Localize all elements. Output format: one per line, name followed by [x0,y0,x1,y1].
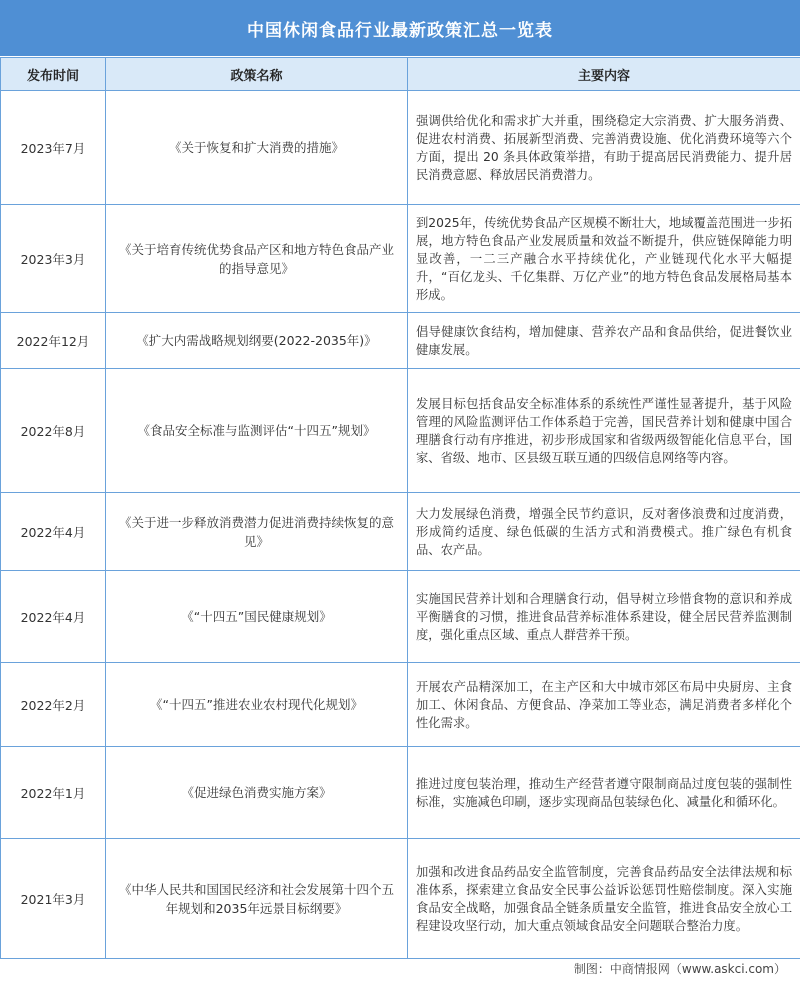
row-date: 2023年3月 [1,205,106,313]
row-date: 2022年4月 [1,493,106,571]
row-date: 2022年8月 [1,369,106,493]
policy-table [0,57,800,959]
table-row [1,205,800,313]
header-main-content: 主要内容 [408,58,800,91]
row-date: 2021年3月 [1,839,106,959]
table-row [1,663,800,747]
row-content: 大力发展绿色消费，增强全民节约意识，反对奢侈浪费和过度消费，形成简约适度、绿色低碳的生活方式和消费模式。推广绿色有机食品、农产品。 [408,493,800,571]
row-content: 倡导健康饮食结构，增加健康、营养农产品和食品供给，促进餐饮业健康发展。 [408,313,800,369]
source-footer: 制图：中商情报网（www.askci.com） [573,962,786,976]
table-row [1,839,800,959]
row-date: 2022年4月 [1,571,106,663]
row-date: 2022年12月 [1,313,106,369]
row-policy-name: 《“十四五”国民健康规划》 [106,571,408,663]
row-policy-name: 《扩大内需战略规划纲要(2022-2035年)》 [106,313,408,369]
table-row [1,571,800,663]
row-content: 加强和改进食品药品安全监管制度，完善食品药品安全法律法规和标准体系，探索建立食品安全民事公益诉讼惩罚性赔偿制度。深入实施食品安全战略，加强食品全链条质量安全监管，推进食品安全放心工程建设攻坚行动，加大重点领域食品安全问题联合整治力度。 [408,839,800,959]
table-row [1,747,800,839]
row-policy-name: 《关于培育传统优势食品产区和地方特色食品产业的指导意见》 [106,205,408,313]
table-row [1,369,800,493]
row-content: 实施国民营养计划和合理膳食行动，倡导树立珍惜食物的意识和养成平衡膳食的习惯，推进食品营养标准体系建设，健全居民营养监测制度，强化重点区域、重点人群营养干预。 [408,571,800,663]
table-header-row [1,58,800,91]
header-policy-name: 政策名称 [106,58,408,91]
row-content: 到2025年，传统优势食品产区规模不断壮大，地域覆盖范围进一步拓展，地方特色食品产业发展质量和效益不断提升，供应链保障能力明显改善，一二三产融合水平持续优化，产业链现代化水平大幅提升，“百亿龙头、千亿集群、万亿产业”的地方特色食品发展格局基本形成。 [408,205,800,313]
row-date: 2022年2月 [1,663,106,747]
row-date: 2022年1月 [1,747,106,839]
row-policy-name: 《“十四五”推进农业农村现代化规划》 [106,663,408,747]
row-content: 发展目标包括食品安全标准体系的系统性严谨性显著提升，基于风险管理的风险监测评估工作体系趋于完善，国民营养计划和健康中国合理膳食行动有序推进，初步形成国家和省级两级智能化信息平台，国家、省级、地市、区县级互联互通的四级信息网络等内容。 [408,369,800,493]
table-row [1,493,800,571]
row-policy-name: 《中华人民共和国国民经济和社会发展第十四个五年规划和2035年远景目标纲要》 [106,839,408,959]
header-date: 发布时间 [1,58,106,91]
row-content: 开展农产品精深加工，在主产区和大中城市郊区布局中央厨房、主食加工、休闲食品、方便食品、净菜加工等业态，满足消费者多样化个性化需求。 [408,663,800,747]
row-content: 强调供给优化和需求扩大并重，围绕稳定大宗消费、扩大服务消费、促进农村消费、拓展新型消费、完善消费设施、优化消费环境等六个方面，提出 20 条具体政策举措，有助于提高居民消费能力、提升居民消费意愿、释放居民消费潜力。 [408,91,800,205]
table-row [1,313,800,369]
row-policy-name: 《关于恢复和扩大消费的措施》 [106,91,408,205]
row-policy-name: 《食品安全标准与监测评估“十四五”规划》 [106,369,408,493]
row-content: 推进过度包装治理，推动生产经营者遵守限制商品过度包装的强制性标准，实施减色印刷，逐步实现商品包装绿色化、减量化和循环化。 [408,747,800,839]
row-date: 2023年7月 [1,91,106,205]
row-policy-name: 《促进绿色消费实施方案》 [106,747,408,839]
row-policy-name: 《关于进一步释放消费潜力促进消费持续恢复的意见》 [106,493,408,571]
table-row [1,91,800,205]
page-title: 中国休闲食品行业最新政策汇总一览表 [0,0,800,56]
